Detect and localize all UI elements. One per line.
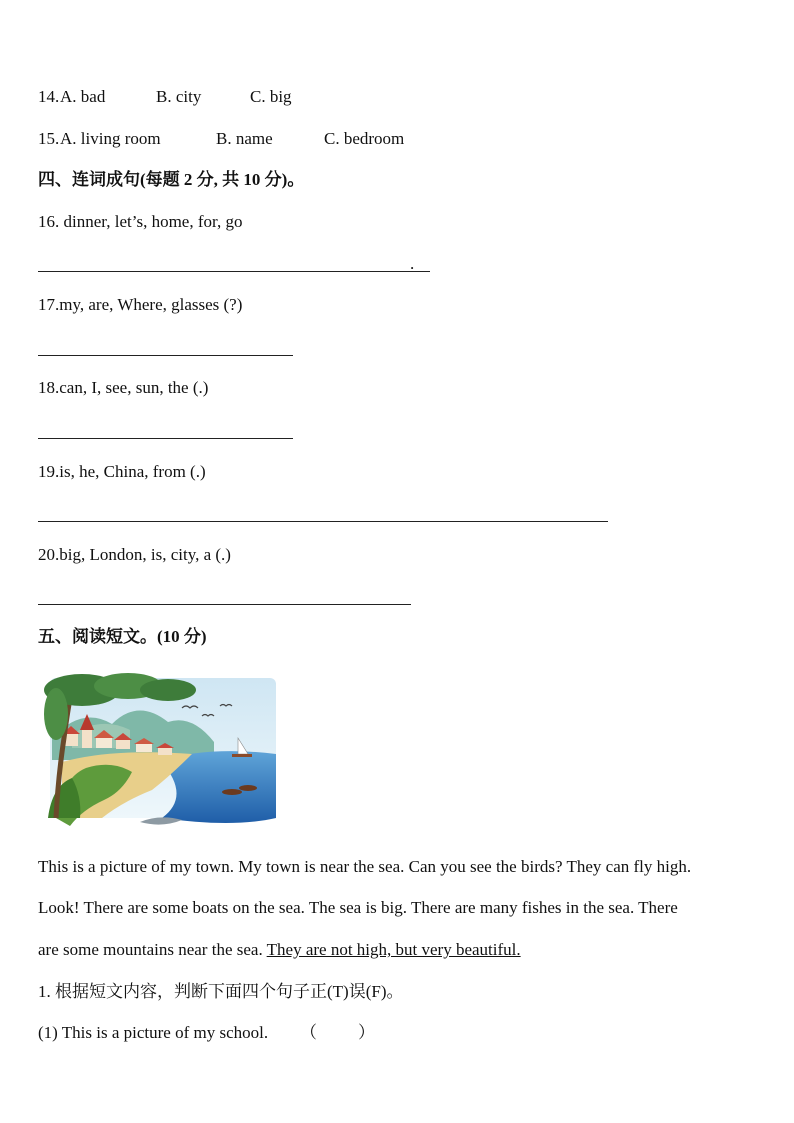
answer-period: . bbox=[410, 254, 415, 273]
answer-line-20[interactable] bbox=[38, 604, 411, 605]
option-c: C. bedroom bbox=[324, 129, 405, 148]
answer-line-17[interactable] bbox=[38, 355, 293, 356]
option-a: A. bad bbox=[60, 87, 106, 106]
passage-line-2: Look! There are some boats on the sea. The sea is big. There are many fishes in the sea. There bbox=[38, 898, 678, 917]
question-20: 20.big, London, is, city, a (.) bbox=[38, 545, 231, 564]
question-18: 18.can, I, see, sun, the (.) bbox=[38, 378, 209, 397]
question-15 bbox=[38, 128, 405, 150]
underlined-sentence: They are not high, but very beautiful. bbox=[266, 940, 521, 959]
question-number: 14. bbox=[38, 87, 60, 106]
passage-text: are some mountains near the sea. bbox=[38, 940, 267, 959]
answer-paren-open: （ bbox=[300, 1023, 317, 1042]
option-b: B. name bbox=[216, 129, 273, 148]
answer-line-19[interactable] bbox=[38, 521, 608, 522]
question-19: 19.is, he, China, from (.) bbox=[38, 462, 206, 481]
section-5-title: 五、阅读短文。(10 分) bbox=[38, 627, 207, 646]
passage-line-1: This is a picture of my town. My town is near the sea. Can you see the birds? They can fly high. bbox=[38, 857, 692, 876]
instruction: 1. 根据短文内容，判断下面四个句子正(T)误(F)。 bbox=[38, 982, 404, 1001]
question-16: 16. dinner, let’s, home, for, go bbox=[38, 212, 243, 231]
passage-line-3 bbox=[38, 939, 521, 961]
question-number: 15. bbox=[38, 129, 60, 148]
option-b: B. city bbox=[156, 87, 202, 106]
answer-paren-close: ） bbox=[358, 1023, 375, 1042]
question-17: 17.my, are, Where, glasses (?) bbox=[38, 295, 243, 314]
section-4-title: 四、连词成句(每题 2 分, 共 10 分)。 bbox=[38, 170, 305, 189]
answer-line-16[interactable] bbox=[38, 271, 430, 272]
question-14 bbox=[38, 86, 292, 108]
option-c: C. big bbox=[250, 87, 292, 106]
option-a: A. living room bbox=[60, 129, 161, 148]
true-false-item-1 bbox=[38, 1022, 375, 1044]
seaside-town-illustration bbox=[42, 668, 278, 830]
item-text: (1) This is a picture of my school. bbox=[38, 1023, 269, 1042]
answer-line-18[interactable] bbox=[38, 438, 293, 439]
